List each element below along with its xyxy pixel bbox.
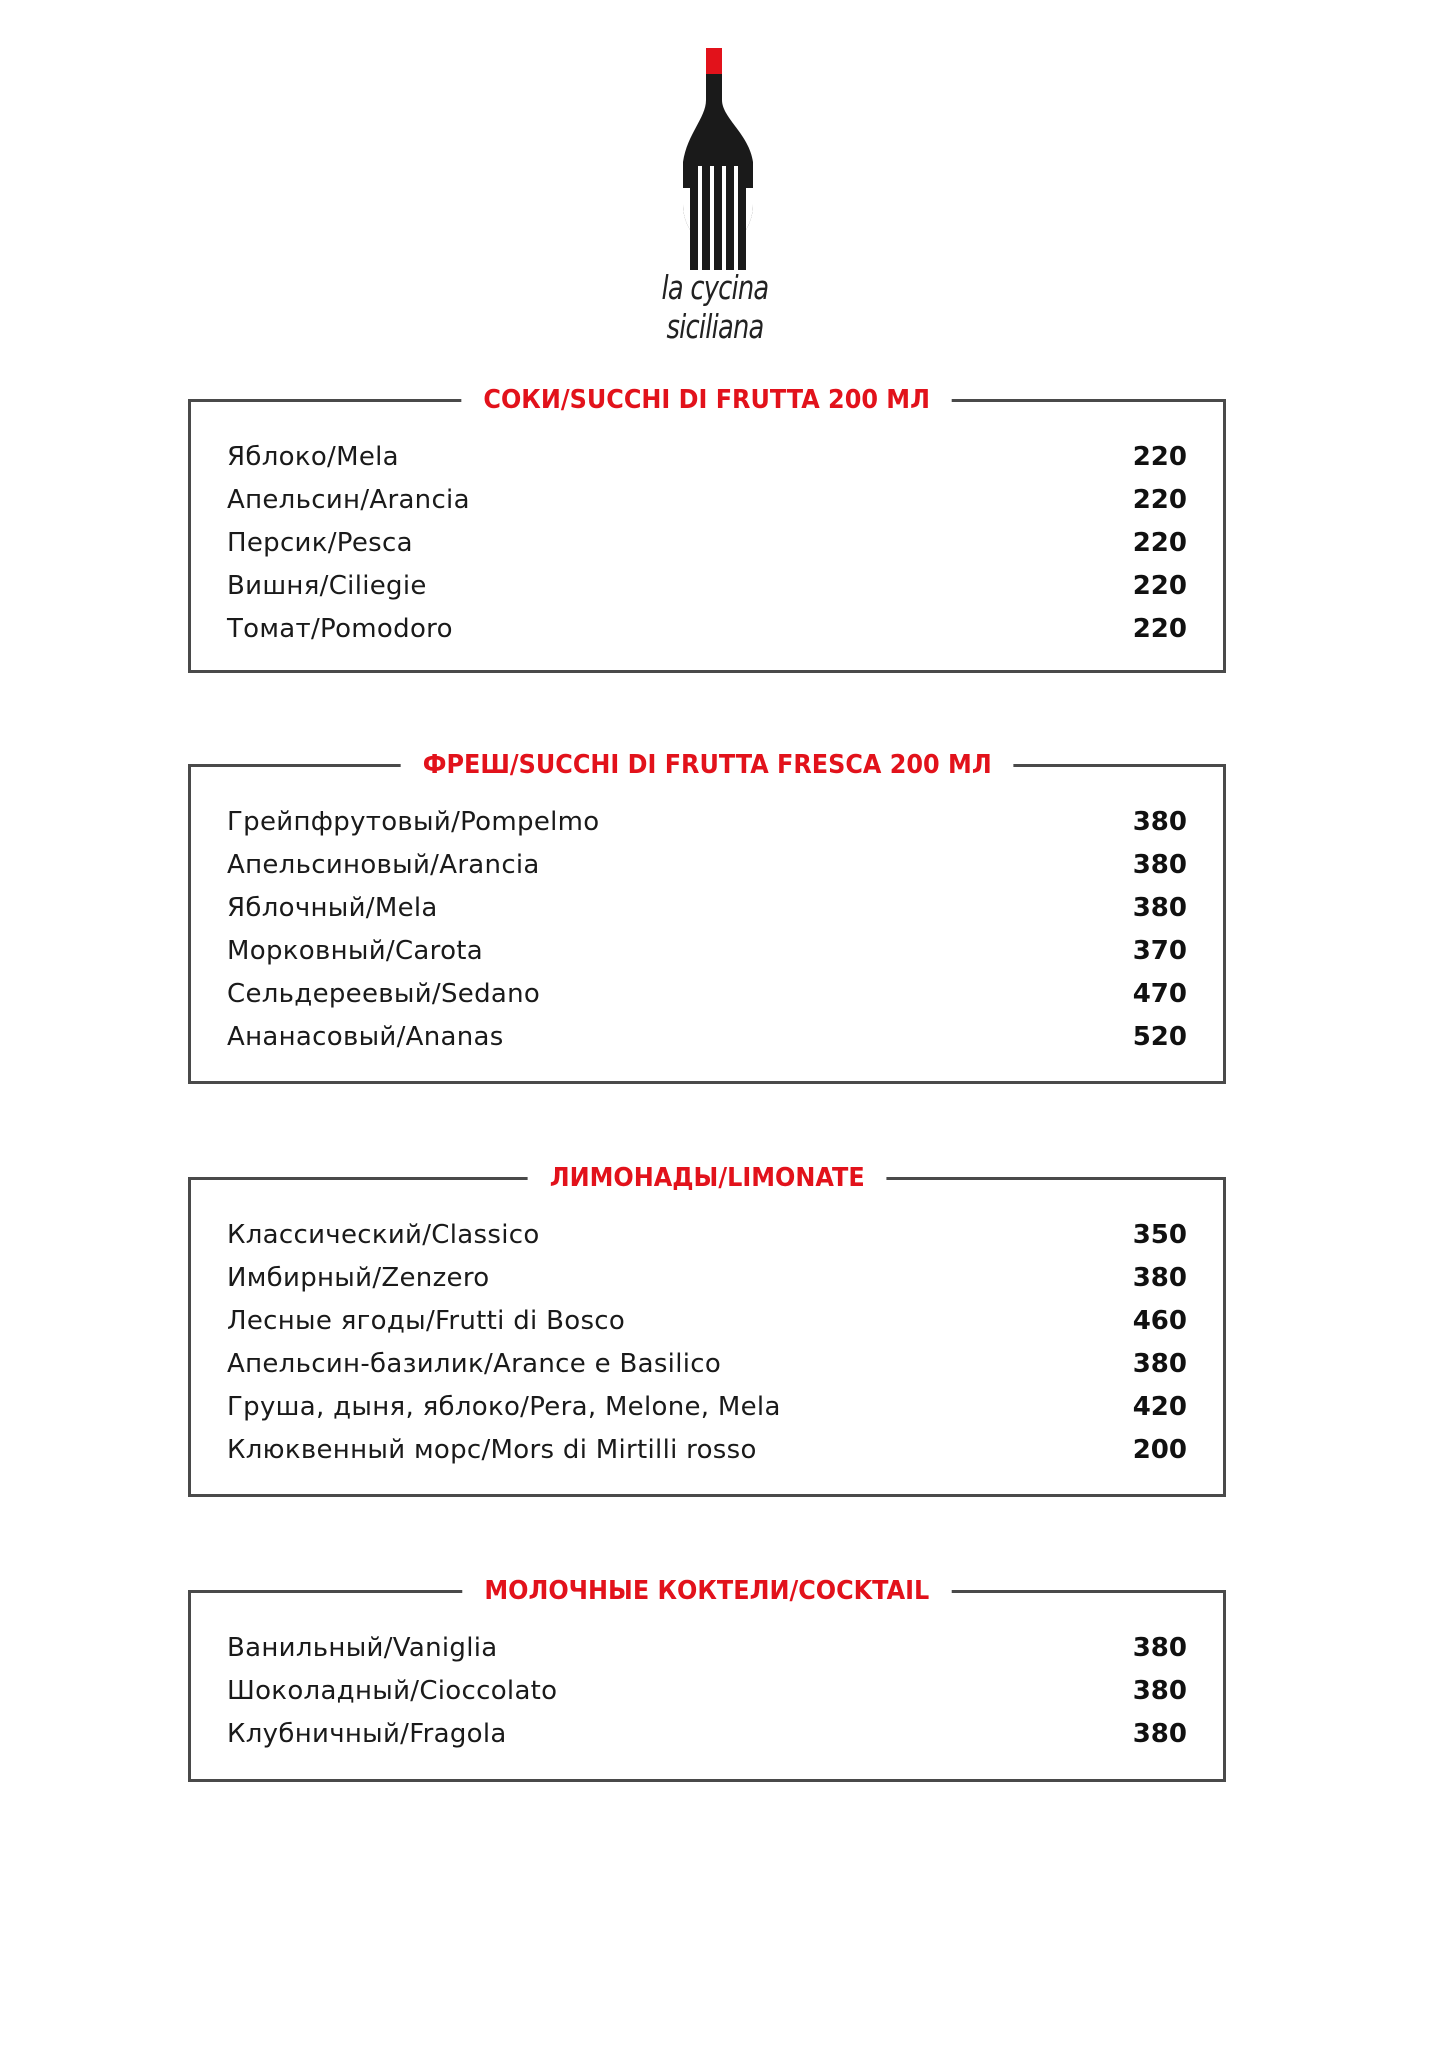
item-list [227, 1214, 1187, 1472]
item-price: 380 [1132, 1676, 1187, 1706]
list-item [227, 1670, 1187, 1713]
item-list [227, 801, 1187, 1059]
section-title [191, 745, 1223, 785]
bottle-fork-icon [665, 48, 765, 270]
item-name: Морковный/Carota [227, 936, 484, 966]
item-price: 380 [1132, 850, 1187, 880]
section-title-text: ФРЕШ/SUCCHI DI FRUTTA FRESCA 200 МЛ [400, 745, 1013, 785]
list-item [227, 608, 1187, 651]
list-item [227, 565, 1187, 608]
section-title-text: ЛИМОНАДЫ/LIMONATE [527, 1158, 886, 1198]
item-name: Вишня/Ciliegie [227, 571, 427, 601]
item-price: 380 [1132, 893, 1187, 923]
list-item [227, 801, 1187, 844]
section-lemonades [188, 1163, 1226, 1497]
item-name: Сельдереевый/Sedano [227, 979, 541, 1009]
list-item [227, 1214, 1187, 1257]
item-name: Апельсиновый/Arancia [227, 850, 540, 880]
item-price: 370 [1132, 936, 1187, 966]
item-name: Лесные ягоды/Frutti di Bosco [227, 1306, 626, 1336]
item-list [227, 1627, 1187, 1756]
item-price: 350 [1132, 1220, 1187, 1250]
item-price: 380 [1132, 1719, 1187, 1749]
logo [595, 40, 835, 346]
list-item [227, 973, 1187, 1016]
list-item [227, 1016, 1187, 1059]
list-item [227, 930, 1187, 973]
item-price: 380 [1132, 1633, 1187, 1663]
item-price: 200 [1132, 1435, 1187, 1465]
item-price: 380 [1132, 807, 1187, 837]
item-price: 220 [1132, 528, 1187, 558]
section-title [191, 1158, 1223, 1198]
item-price: 520 [1132, 1022, 1187, 1052]
item-price: 420 [1132, 1392, 1187, 1422]
item-price: 220 [1132, 442, 1187, 472]
list-item [227, 1300, 1187, 1343]
item-name: Классический/Classico [227, 1220, 540, 1250]
section-juices [188, 385, 1226, 673]
item-name: Ванильный/Vaniglia [227, 1633, 498, 1663]
section-title [191, 380, 1223, 420]
list-item [227, 1713, 1187, 1756]
list-item [227, 1386, 1187, 1429]
section-fresh [188, 750, 1226, 1084]
item-name: Яблоко/Mela [227, 442, 399, 472]
item-name: Грейпфрутовый/Pompelmo [227, 807, 600, 837]
list-item [227, 1257, 1187, 1300]
item-price: 220 [1132, 614, 1187, 644]
list-item [227, 1343, 1187, 1386]
list-item [227, 1627, 1187, 1670]
list-item [227, 887, 1187, 930]
item-name: Имбирный/Zenzero [227, 1263, 490, 1293]
item-name: Клюквенный морс/Mors di Mirtilli rosso [227, 1435, 757, 1465]
list-item [227, 479, 1187, 522]
list-item [227, 844, 1187, 887]
list-item [227, 436, 1187, 479]
list-item [227, 522, 1187, 565]
item-name: Апельсин-базилик/Arance e Basilico [227, 1349, 722, 1379]
item-name: Персик/Pesca [227, 528, 413, 558]
brand-name: la cycina siciliana [661, 268, 769, 346]
item-price: 220 [1132, 571, 1187, 601]
item-name: Ананасовый/Ananas [227, 1022, 504, 1052]
section-title-text: СОКИ/SUCCHI DI FRUTTA 200 МЛ [462, 380, 953, 420]
item-list [227, 436, 1187, 651]
item-name: Томат/Pomodoro [227, 614, 453, 644]
item-price: 220 [1132, 485, 1187, 515]
section-title [191, 1571, 1223, 1611]
item-name: Груша, дыня, яблоко/Pera, Melone, Mela [227, 1392, 781, 1422]
list-item [227, 1429, 1187, 1472]
item-name: Шоколадный/Cioccolato [227, 1676, 558, 1706]
item-name: Апельсин/Arancia [227, 485, 470, 515]
section-milkshakes [188, 1576, 1226, 1782]
item-name: Клубничный/Fragola [227, 1719, 507, 1749]
section-title-text: МОЛОЧНЫЕ КОКТЕЛИ/COCKTAIL [462, 1571, 951, 1611]
item-price: 460 [1132, 1306, 1187, 1336]
item-price: 470 [1132, 979, 1187, 1009]
item-price: 380 [1132, 1349, 1187, 1379]
item-price: 380 [1132, 1263, 1187, 1293]
item-name: Яблочный/Mela [227, 893, 438, 923]
